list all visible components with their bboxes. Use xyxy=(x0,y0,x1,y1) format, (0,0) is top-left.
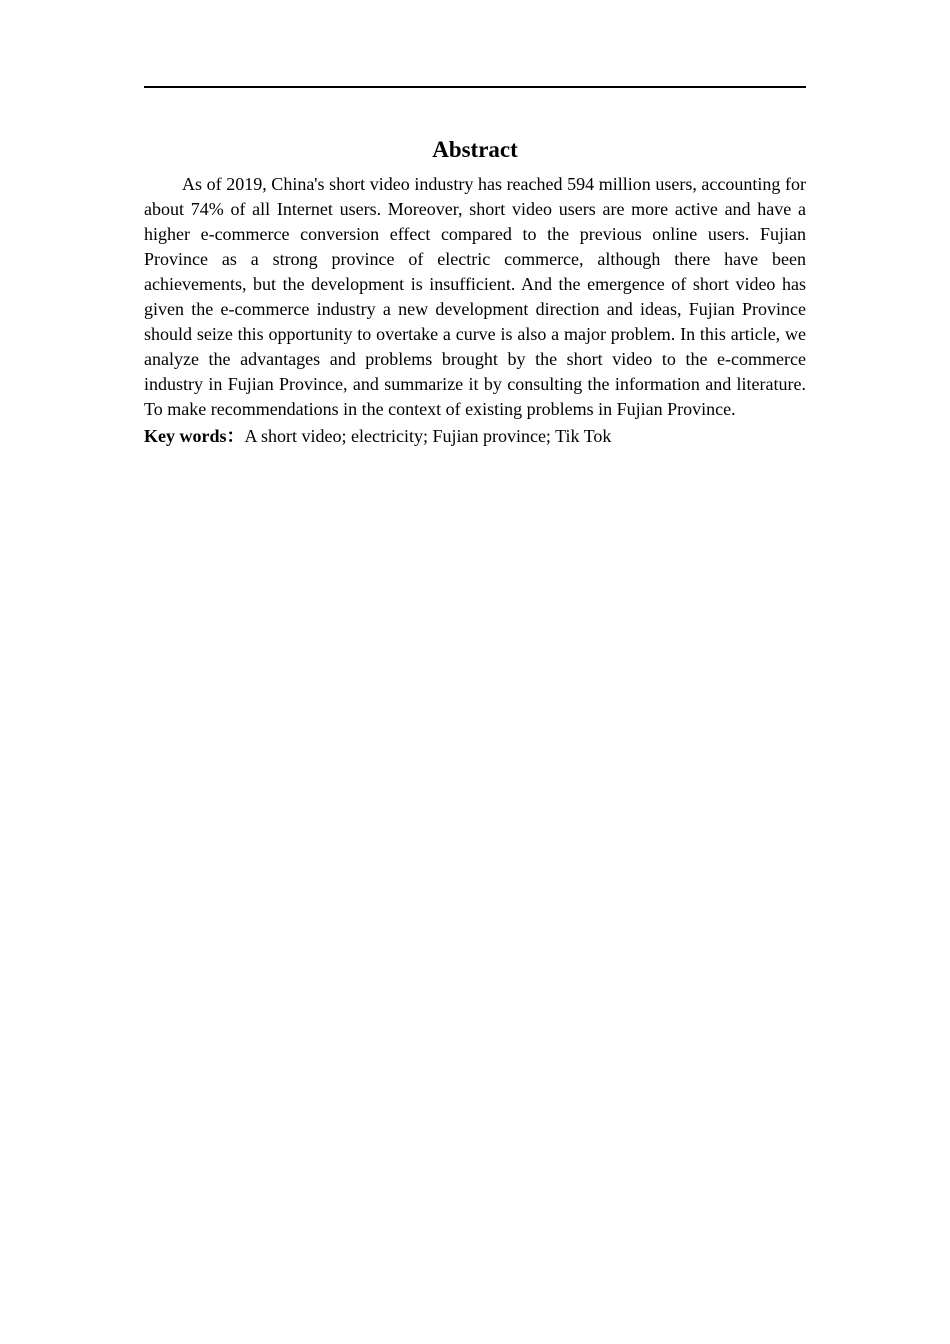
header-rule xyxy=(144,86,806,88)
keywords-line xyxy=(144,424,806,449)
abstract-section xyxy=(144,134,806,449)
abstract-body: As of 2019, China's short video industry has reached 594 million users, accounting for about 74% of all Internet users. Moreover, short video users are more active and have a higher e-commerce conversion effect compared to the previous online users. Fujian Province as a strong province of electric commerce, although there have been achievements, but the development is insufficient. And the emergence of short video has given the e-commerce industry a new development direction and ideas, Fujian Province should seize this opportunity to overtake a curve is also a major problem. In this article, we analyze the advantages and problems brought by the short video to the e-commerce industry in Fujian Province, and summarize it by consulting the information and literature. To make recommendations in the context of existing problems in Fujian Province. xyxy=(144,174,806,419)
keywords-text: A short video; electricity; Fujian province; Tik Tok xyxy=(244,426,612,446)
abstract-title: Abstract xyxy=(432,137,518,162)
keywords-label: Key words： xyxy=(144,426,245,446)
